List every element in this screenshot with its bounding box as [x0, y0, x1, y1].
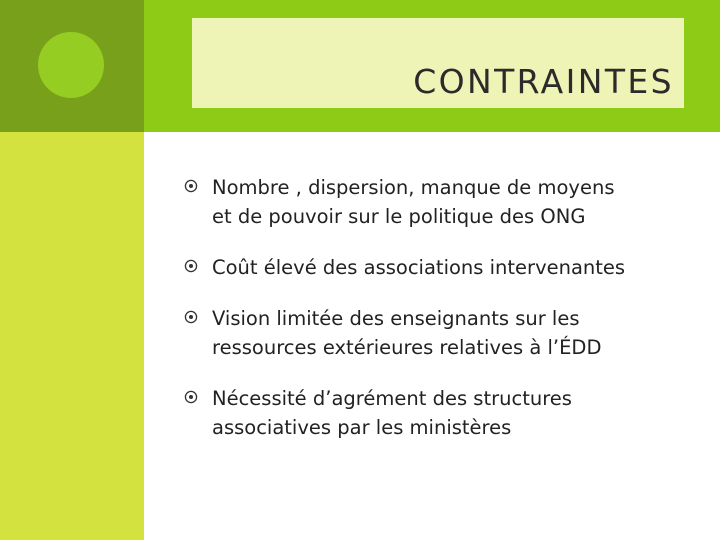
bullet-text	[212, 384, 572, 442]
list-item	[184, 304, 714, 362]
circled-dot-icon	[184, 259, 198, 273]
bullet-line: Vision limitée des enseignants sur les	[212, 307, 580, 330]
bullet-text	[212, 304, 601, 362]
circled-dot-icon	[184, 179, 198, 193]
bullet-list	[184, 173, 714, 464]
bullet-text	[212, 173, 614, 231]
bullet-line: Nombre , dispersion, manque de moyens	[212, 176, 615, 199]
bullet-text	[212, 253, 625, 282]
list-item	[184, 173, 714, 231]
left-side-panel	[0, 132, 144, 540]
bullet-line: et de pouvoir sur le politique des ONG	[212, 205, 586, 228]
list-item	[184, 253, 714, 282]
circled-dot-icon	[184, 390, 198, 404]
slide-title: CONTRAINTES	[413, 62, 674, 101]
title-box	[192, 18, 684, 108]
circled-dot-icon	[184, 310, 198, 324]
decorative-circle-icon	[38, 32, 104, 98]
bullet-line: associatives par les ministères	[212, 416, 512, 439]
bullet-line: Coût élevé des associations intervenantes	[212, 256, 626, 279]
list-item	[184, 384, 714, 442]
bullet-line: Nécessité d’agrément des structures	[212, 387, 572, 410]
bullet-line: ressources extérieures relatives à l’ÉDD	[212, 336, 602, 359]
